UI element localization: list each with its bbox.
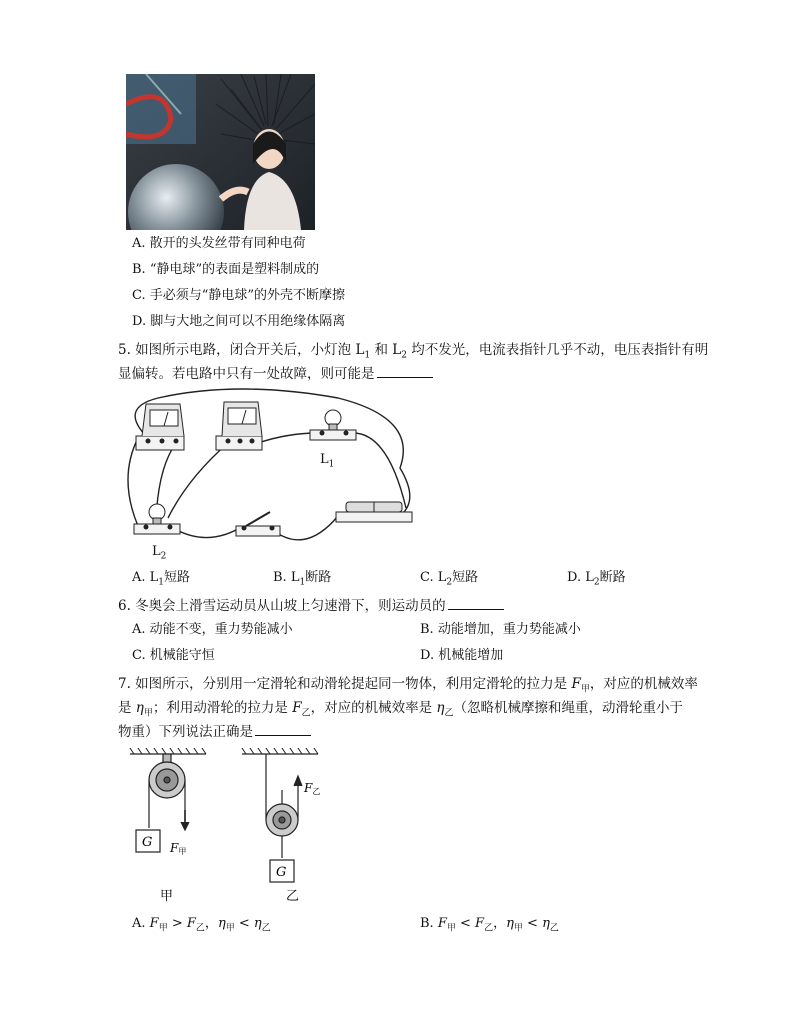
force-f-yi — [303, 781, 320, 796]
q7-option-b[interactable] — [420, 914, 559, 939]
pulley-diagram — [124, 748, 354, 908]
f: F — [304, 781, 313, 795]
opt-sub: 2 — [446, 577, 453, 588]
sub: 甲 — [513, 923, 523, 934]
circuit-diagram — [118, 388, 430, 564]
sub: 甲 — [446, 923, 456, 934]
symbol-f: F — [571, 676, 581, 692]
answer-blank[interactable] — [448, 596, 504, 610]
opt-text: < — [234, 916, 254, 931]
opt-sub: 2 — [593, 577, 600, 588]
answer-blank[interactable] — [255, 722, 311, 736]
q7-stem-line3 — [118, 722, 311, 742]
sub: 乙 — [195, 923, 205, 934]
weight-g-jia: G — [142, 835, 153, 850]
symbol-eta: η — [217, 916, 226, 931]
sub: 甲 — [178, 847, 187, 856]
sub: 甲 — [158, 923, 168, 934]
fig-label-yi: 乙 — [286, 889, 300, 904]
sub-jia: 甲 — [580, 684, 590, 695]
q5-sub: 1 — [364, 350, 371, 361]
symbol-f: F — [292, 700, 302, 716]
opt-text: A. L — [132, 570, 159, 585]
q7-text: ，对应的机械效率是 — [310, 700, 437, 716]
voltmeter — [216, 402, 262, 450]
label-sub: 1 — [328, 459, 335, 470]
q7-text: （忽略机械摩擦和绳重，动滑轮重小于 — [453, 700, 683, 716]
q7-text: ；利用动滑轮的拉力是 — [152, 700, 293, 716]
q7-text: 物重）下列说法正确是 — [118, 724, 253, 740]
static-electricity-photo — [126, 74, 315, 230]
opt-text: D. L — [567, 570, 594, 585]
q5-text: 和 L — [370, 342, 402, 358]
opt-text: 断路 — [305, 570, 332, 585]
q4-option-b[interactable]: B. “静电球”的表面是塑料制成的 — [132, 262, 320, 277]
symbol-f: F — [186, 916, 196, 931]
q5-option-c[interactable] — [420, 568, 478, 593]
q6-text: 6. 冬奥会上滑雪运动员从山坡上匀速滑下，则运动员的 — [118, 598, 446, 614]
opt-sub: 1 — [158, 577, 165, 588]
q7-stem-line2 — [118, 698, 683, 724]
opt-text: ， — [204, 916, 218, 931]
symbol-eta: η — [436, 700, 445, 716]
symbol-f: F — [149, 916, 159, 931]
q4-option-c[interactable]: C. 手必须与“静电球”的外壳不断摩擦 — [132, 288, 346, 303]
label-text: L — [320, 452, 329, 467]
sub: 乙 — [549, 923, 559, 934]
q7-stem-line1 — [118, 674, 698, 700]
lamp-l1 — [310, 410, 356, 440]
label-sub: 2 — [160, 551, 167, 562]
sub-yi: 乙 — [444, 708, 454, 719]
q4-option-a[interactable]: A. 散开的头发丝带有同种电荷 — [132, 236, 306, 251]
q5-text: 均不发光，电流表指针几乎不动，电压表指针有明 — [406, 342, 709, 358]
symbol-eta: η — [135, 700, 144, 716]
switch — [236, 512, 280, 536]
label-l1 — [320, 452, 334, 470]
opt-text: B. — [420, 916, 438, 931]
q5-option-a[interactable] — [132, 568, 190, 593]
opt-text: B. L — [273, 570, 300, 585]
q7-text: ，对应的机械效率 — [589, 676, 698, 692]
q7-option-a[interactable] — [132, 914, 271, 939]
opt-text: < — [455, 916, 476, 931]
sub: 甲 — [225, 923, 235, 934]
opt-sub: 1 — [299, 577, 306, 588]
q5-text: 5. 如图所示电路，闭合开关后，小灯泡 L — [118, 342, 365, 358]
fig-label-jia: 甲 — [160, 889, 174, 904]
opt-text: 短路 — [452, 570, 479, 585]
q5-text: 显偏转。若电路中只有一处故障，则可能是 — [118, 366, 375, 382]
f: F — [170, 841, 179, 855]
answer-blank[interactable] — [377, 364, 433, 378]
q4-option-d[interactable]: D. 脚与大地之间可以不用绝缘体隔离 — [132, 314, 346, 329]
label-l2 — [152, 544, 166, 562]
battery — [336, 502, 412, 522]
q5-stem-line1 — [118, 340, 708, 366]
opt-text: C. L — [420, 570, 447, 585]
q7-text: 7. 如图所示，分别用一定滑轮和动滑轮提起同一物体，利用定滑轮的拉力是 — [118, 676, 572, 692]
q6-option-b[interactable]: B. 动能增加，重力势能减小 — [420, 622, 581, 637]
q6-option-c[interactable]: C. 机械能守恒 — [132, 648, 215, 663]
opt-text: < — [522, 916, 543, 931]
sub: 乙 — [484, 923, 494, 934]
ammeter — [136, 404, 184, 450]
q5-option-b[interactable] — [273, 568, 331, 593]
symbol-eta: η — [253, 916, 262, 931]
q6-stem — [118, 596, 504, 616]
q5-stem-line2 — [118, 364, 433, 384]
q6-option-d[interactable]: D. 机械能增加 — [420, 648, 504, 663]
sub-yi: 乙 — [301, 708, 311, 719]
q7-text: 是 — [118, 700, 136, 716]
q6-option-a[interactable]: A. 动能不变，重力势能减小 — [132, 622, 293, 637]
symbol-eta: η — [506, 916, 514, 931]
sub: 乙 — [261, 923, 271, 934]
q5-option-d[interactable] — [567, 568, 626, 593]
opt-text: 短路 — [164, 570, 191, 585]
q5-sub: 2 — [401, 350, 407, 361]
sub-jia: 甲 — [143, 708, 153, 719]
symbol-f: F — [437, 916, 447, 931]
force-f-jia — [169, 841, 186, 856]
symbol-f: F — [475, 916, 485, 931]
sub: 乙 — [312, 787, 321, 796]
symbol-eta: η — [542, 916, 550, 931]
opt-text: A. — [132, 916, 150, 931]
label-text: L — [152, 544, 161, 559]
opt-text: > — [167, 916, 187, 931]
weight-g-yi: G — [276, 865, 287, 880]
opt-text: ， — [493, 916, 507, 931]
photo-illustration — [126, 74, 315, 230]
opt-text: 断路 — [599, 570, 626, 585]
